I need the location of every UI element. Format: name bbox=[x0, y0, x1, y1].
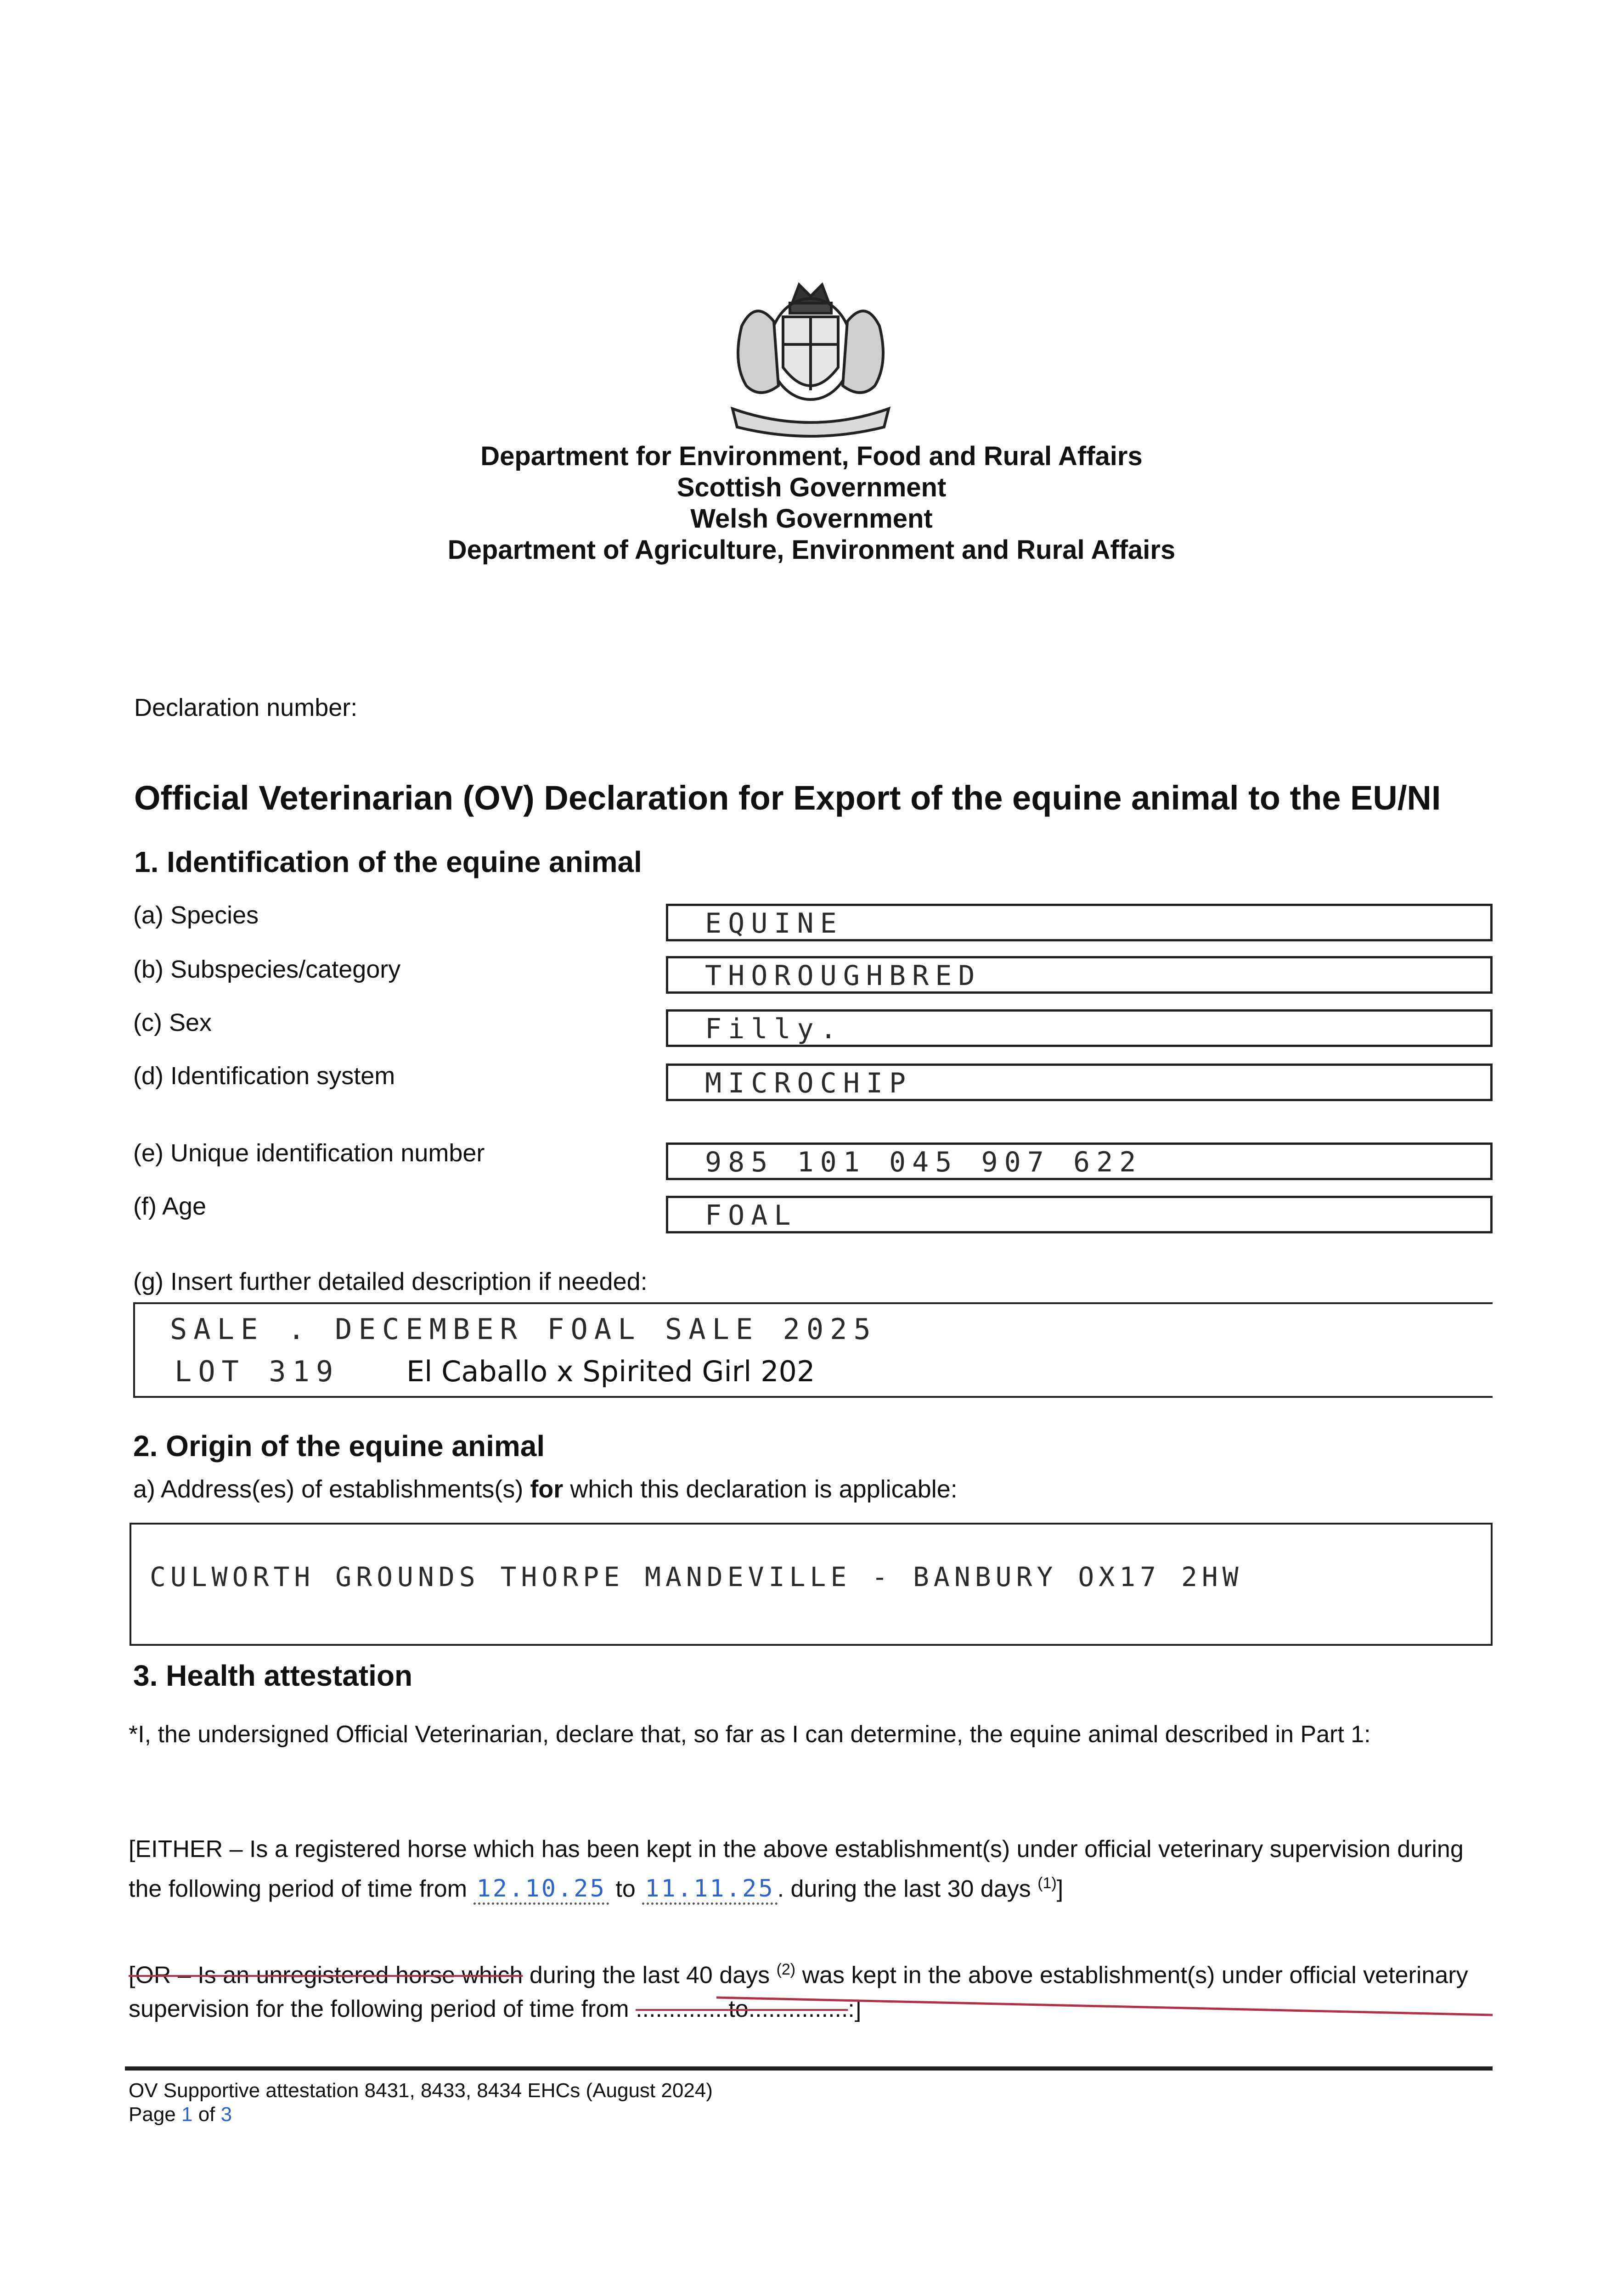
health-attestation-intro: *I, the undersigned Official Veterinarian, declare that, so far as I can determine, the equine animal described in Part 1: bbox=[129, 1721, 1371, 1748]
either-footnote-ref: (1) bbox=[1037, 1874, 1057, 1892]
either-clause-end: ] bbox=[1056, 1875, 1064, 1902]
department-heading-daera: Department of Agriculture, Environment and Rural Affairs bbox=[447, 535, 1176, 565]
either-clause-post: . during the last 30 days bbox=[777, 1875, 1038, 1902]
either-to-date[interactable]: 11.11.25 bbox=[642, 1875, 777, 1905]
species-field[interactable]: EQUINE bbox=[666, 904, 1493, 941]
either-clause bbox=[129, 1832, 1488, 1906]
section-3-heading: 3. Health attestation bbox=[133, 1659, 413, 1692]
age-field[interactable]: FOAL bbox=[666, 1196, 1493, 1233]
footer-total-pages: 3 bbox=[220, 2103, 232, 2126]
further-description-lot[interactable]: LOT 319 bbox=[175, 1355, 340, 1388]
unique-id-number-field[interactable]: 985 101 045 907 622 bbox=[666, 1142, 1493, 1180]
footer-page-number bbox=[129, 2103, 232, 2126]
further-description-label: (g) Insert further detailed description if needed: bbox=[133, 1268, 648, 1295]
further-description-bottom-rule bbox=[133, 1396, 1493, 1398]
further-description-left-rule bbox=[133, 1304, 135, 1396]
sex-field[interactable]: Filly. bbox=[666, 1009, 1493, 1047]
further-description-top-rule bbox=[133, 1302, 1493, 1304]
establishment-address-value: CULWORTH GROUNDS THORPE MANDEVILLE - BANBURY OX17 2HW bbox=[150, 1561, 1243, 1593]
establishment-address-label-post: which this declaration is applicable: bbox=[563, 1475, 958, 1503]
species-label: (a) Species bbox=[133, 901, 259, 929]
further-description-pedigree[interactable]: El Caballo x Spirited Girl 202 bbox=[406, 1355, 815, 1388]
identification-system-field[interactable]: MICROCHIP bbox=[666, 1064, 1493, 1101]
age-label: (f) Age bbox=[133, 1193, 207, 1220]
either-from-date[interactable]: 12.10.25 bbox=[473, 1875, 609, 1905]
footer-of-word: of bbox=[192, 2103, 221, 2126]
section-2-heading: 2. Origin of the equine animal bbox=[133, 1429, 545, 1463]
identification-system-label: (d) Identification system bbox=[133, 1062, 395, 1090]
section-1-heading: 1. Identification of the equine animal bbox=[134, 845, 642, 878]
sex-label: (c) Sex bbox=[133, 1009, 212, 1036]
document-title: Official Veterinarian (OV) Declaration for Export of the equine animal to the EU/NI bbox=[134, 779, 1441, 817]
subspecies-field[interactable]: THOROUGHBRED bbox=[666, 956, 1493, 994]
department-heading-defra: Department for Environment, Food and Rural Affairs bbox=[480, 441, 1143, 471]
department-heading-scottish-gov: Scottish Government bbox=[676, 473, 947, 502]
establishment-address-label-pre: a) Address(es) of establishments(s) bbox=[133, 1475, 530, 1503]
or-clause-rest: was kept in the above establishment(s) under official veterinary supervision for the following period of time from bbox=[129, 1962, 1468, 2023]
or-clause-end: :] bbox=[848, 1996, 862, 2023]
further-description-line-1[interactable]: SALE . DECEMBER FOAL SALE 2025 bbox=[170, 1312, 877, 1346]
or-footnote-ref: (2) bbox=[776, 1961, 796, 1978]
either-clause-text: [EITHER – Is a registered horse which has been kept in the above establishment(s) under official veterinary supervision during the following period of time from bbox=[129, 1836, 1464, 1902]
or-to-word: to bbox=[728, 1996, 749, 2023]
either-to-word: to bbox=[609, 1875, 642, 1902]
declaration-number-label: Declaration number: bbox=[134, 694, 358, 721]
or-clause-strike-line bbox=[716, 1988, 1497, 2025]
royal-coat-of-arms-logo bbox=[714, 271, 907, 441]
or-from-blank[interactable]: .............. bbox=[636, 1996, 729, 2023]
or-clause-struck: [OR – Is an unregistered horse which bbox=[129, 1962, 523, 1989]
subspecies-label: (b) Subspecies/category bbox=[133, 956, 401, 983]
footer-current-page: 1 bbox=[181, 2103, 193, 2126]
unique-id-number-label: (e) Unique identification number bbox=[133, 1139, 485, 1167]
establishment-address-label-bold: for bbox=[530, 1475, 564, 1503]
footer-form-reference: OV Supportive attestation 8431, 8433, 8434 EHCs (August 2024) bbox=[129, 2079, 713, 2102]
footer-rule bbox=[125, 2066, 1493, 2071]
establishment-address-label bbox=[133, 1475, 958, 1503]
establishment-address-box[interactable] bbox=[130, 1523, 1493, 1646]
or-to-blank[interactable]: ............... bbox=[748, 1996, 848, 2023]
footer-page-word: Page bbox=[129, 2103, 181, 2126]
department-heading-welsh-gov: Welsh Government bbox=[690, 504, 933, 534]
or-clause-mid: during the last 40 days bbox=[523, 1962, 777, 1989]
